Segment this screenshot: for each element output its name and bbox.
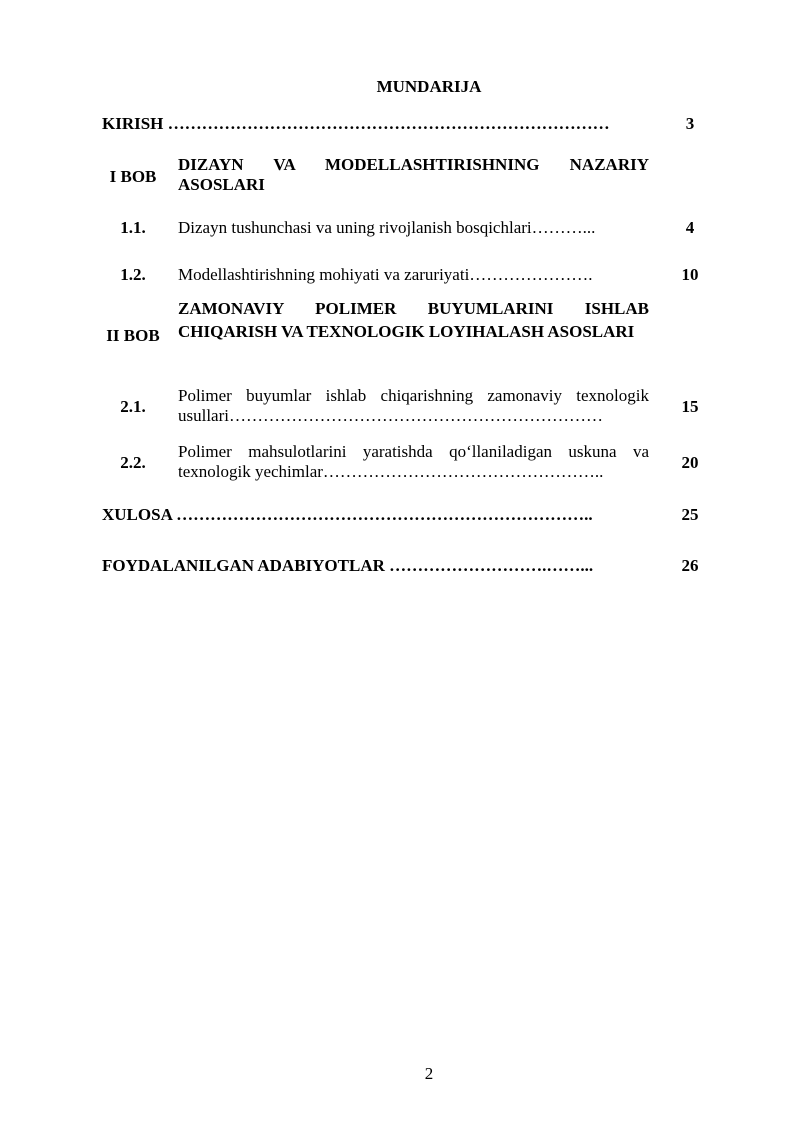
toc-entry-label: FOYDALANILGAN ADABIYOTLAR ……………………….……... bbox=[102, 556, 594, 575]
toc-section-title: Polimer buyumlar ishlab chiqarishning zamonaviy texnologik usullari………………………………………………………… bbox=[178, 386, 649, 425]
toc-page-number: 4 bbox=[685, 218, 695, 237]
toc-section-number: 2.2. bbox=[120, 453, 146, 472]
toc-page-number: 20 bbox=[681, 453, 699, 472]
toc-title: MUNDARIJA bbox=[376, 77, 482, 96]
toc-chapter-label: II BOB bbox=[106, 326, 160, 345]
toc-chapter-title: DIZAYN VA MODELLASHTIRISHNING NAZARIY ASOSLARI bbox=[178, 155, 649, 194]
toc-chapter-label: I BOB bbox=[109, 167, 157, 186]
toc-section-number: 1.1. bbox=[120, 218, 146, 237]
toc-section-title: Polimer mahsulotlarini yaratishda qo‘llaniladigan uskuna va texnologik yechimlar………………………………………….. bbox=[178, 442, 649, 481]
toc-page-number: 26 bbox=[681, 556, 699, 575]
toc-chapter-title: ZAMONAVIY POLIMER BUYUMLARINI ISHLAB CHIQARISH VA TEXNOLOGIK LOYIHALASH ASOSLARI bbox=[178, 299, 649, 341]
toc-page-number: 15 bbox=[681, 397, 699, 416]
toc-section-title: Dizayn tushunchasi va uning rivojlanish bosqichlari………... bbox=[178, 218, 596, 237]
page-number: 2 bbox=[424, 1064, 434, 1083]
toc-entry-label: KIRISH …………………………………………………………………… bbox=[102, 114, 610, 133]
toc-page-number: 25 bbox=[681, 505, 699, 524]
toc-entry-label: XULOSA ……………………………………………………………….. bbox=[102, 505, 593, 524]
toc-page-number: 10 bbox=[681, 265, 699, 284]
toc-section-number: 2.1. bbox=[120, 397, 146, 416]
toc-section-number: 1.2. bbox=[120, 265, 146, 284]
toc-section-title: Modellashtirishning mohiyati va zaruriyati…………………. bbox=[178, 265, 593, 284]
toc-page-number: 3 bbox=[685, 114, 695, 133]
